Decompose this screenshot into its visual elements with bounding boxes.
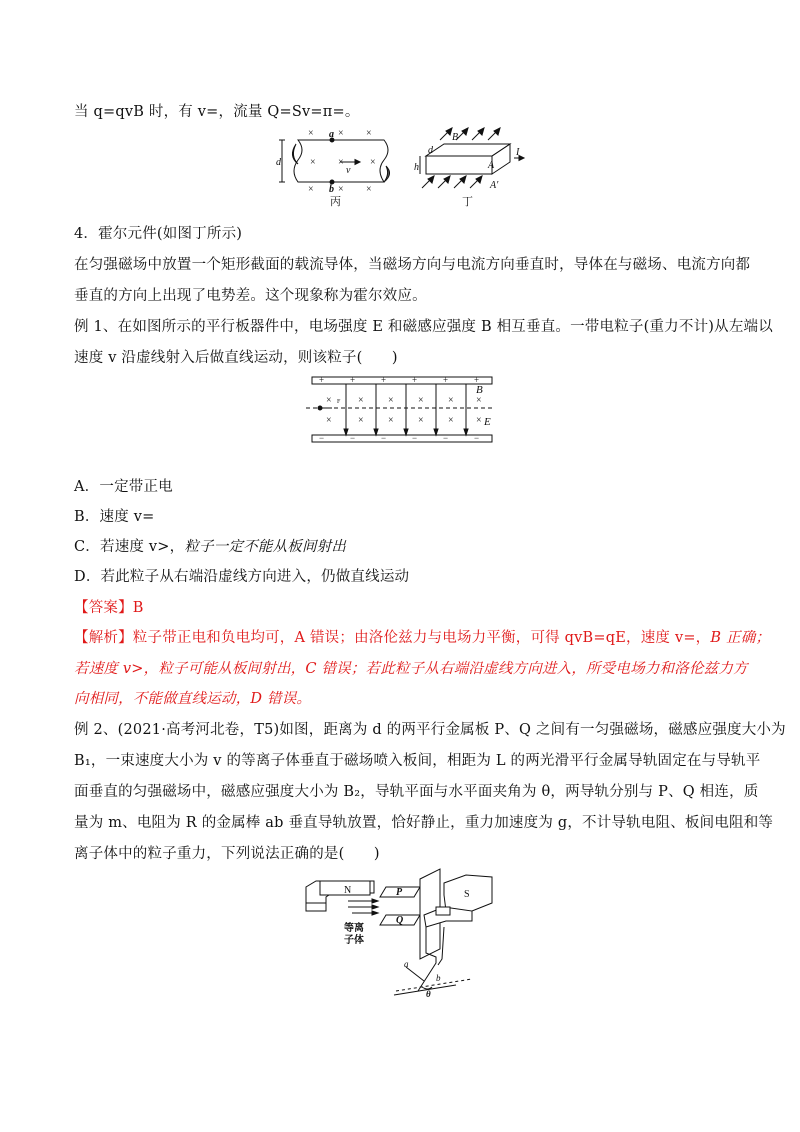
cross-mark: × — [358, 415, 364, 426]
cross-mark: × — [370, 157, 376, 168]
option-c — [74, 535, 346, 556]
label-plasma: 等离 — [344, 923, 364, 934]
label-v: v — [346, 165, 351, 176]
label-E: E — [484, 416, 491, 428]
cross-mark: × — [418, 395, 424, 406]
text-line: 速度 v 沿虚线射入后做直线运动，则该粒子( ) — [74, 350, 398, 366]
figure-bing — [276, 126, 406, 208]
label-A: A — [488, 160, 495, 171]
option-a: A．一定带正电 — [74, 479, 173, 495]
text-line: 垂直的方向上出现了电势差。这个现象称为霍尔效应。 — [74, 288, 427, 304]
cross-mark: × — [308, 184, 314, 195]
label-N: N — [344, 885, 352, 896]
minus-sign: − — [474, 433, 480, 443]
label-A-prime: A′ — [490, 180, 499, 191]
cross-mark: × — [388, 415, 394, 426]
label-B: B — [476, 384, 483, 396]
figure-ding — [412, 126, 532, 208]
plus-sign: + — [474, 375, 480, 385]
option-b: B．速度 v= — [74, 509, 155, 525]
minus-sign: − — [412, 433, 418, 443]
label-P: P — [396, 887, 403, 898]
label-h: h — [414, 162, 419, 173]
cross-mark: × — [358, 395, 364, 406]
figure-parallel-plates — [306, 373, 502, 449]
plus-sign: + — [350, 375, 356, 385]
label-b: b — [436, 973, 441, 983]
plus-sign: + — [319, 375, 325, 385]
text-line: 在匀强磁场中放置一个矩形截面的载流导体，当磁场方向与电流方向垂直时，导体在与磁场、电流方向都 — [74, 257, 751, 273]
cross-mark: × — [476, 395, 482, 406]
cross-mark: × — [448, 395, 454, 406]
analysis-line: 若速度 v>，粒子可能从板间射出，C 错误；若此粒子从右端沿虚线方向进入，所受电场力和洛伦兹力方 — [74, 661, 748, 677]
plus-sign: + — [381, 375, 387, 385]
cross-mark: × — [448, 415, 454, 426]
answer: 【答案】B — [74, 600, 144, 616]
text-line: 面垂直的匀强磁场中，磁感应强度大小为 B₂，导轨平面与水平面夹角为 θ，两导轨分别与 P、Q 相连，质 — [74, 784, 759, 800]
analysis-line — [74, 626, 770, 647]
cross-mark: × — [476, 415, 482, 426]
figure-plasma-device — [296, 863, 496, 1003]
analysis-italic: B 正确； — [710, 630, 771, 646]
label-plasma: 子体 — [344, 935, 364, 946]
analysis-line: 向相同，不能做直线运动，D 错误。 — [74, 691, 312, 707]
label-Q: Q — [396, 915, 404, 926]
cross-mark: × — [418, 415, 424, 426]
cross-mark: × — [326, 415, 332, 426]
option-d: D．若此粒子从右端沿虚线方向进入，仍做直线运动 — [74, 569, 410, 585]
text-line: 量为 m、电阻为 R 的金属棒 ab 垂直导轨放置，恰好静止，重力加速度为 g，不计导轨电阻、板间电阻和等 — [74, 815, 774, 831]
figure-caption: 丙 — [330, 196, 341, 208]
label-B: B — [452, 132, 459, 143]
text-line: 例 2、(2021·高考河北卷，T5)如图，距离为 d 的两平行金属板 P、Q 之间有一匀强磁场，磁感应强度大小为 — [74, 722, 786, 738]
label-d: d — [428, 145, 433, 156]
cross-mark: × — [326, 395, 332, 406]
option-c-italic: 粒子一定不能从板间射出 — [184, 539, 347, 555]
label-d: d — [276, 157, 281, 168]
text-line: 当 q=qvB 时，有 v=，流量 Q=Sv=π=。 — [74, 104, 360, 120]
text-line: 例 1、在如图所示的平行板器件中，电场强度 E 和磁感应强度 B 相互垂直。一带电粒子(重力不计)从左端以 — [74, 319, 773, 335]
cross-mark: × — [310, 157, 316, 168]
label-I: I — [516, 147, 520, 158]
figure-caption: 丁 — [462, 196, 473, 208]
minus-sign: − — [350, 433, 356, 443]
section-title: 4．霍尔元件(如图丁所示) — [74, 226, 243, 242]
cross-mark: × — [308, 128, 314, 139]
label-F: F — [337, 399, 341, 405]
label-b: b — [329, 184, 334, 195]
plus-sign: + — [443, 375, 449, 385]
label-theta: θ — [426, 989, 431, 999]
cross-mark: × — [366, 184, 372, 195]
label-a: a — [329, 129, 334, 140]
cross-mark: × — [338, 184, 344, 195]
plus-sign: + — [412, 375, 418, 385]
minus-sign: − — [443, 433, 449, 443]
option-c-prefix: C．若速度 v>， — [74, 539, 185, 555]
cross-mark: × — [388, 395, 394, 406]
minus-sign: − — [319, 433, 325, 443]
analysis-prefix: 【解析】粒子带正电和负电均可，A 错误；由洛伦兹力与电场力平衡，可得 qvB=qE，速度 v=， — [74, 630, 711, 646]
cross-mark: × — [338, 128, 344, 139]
cross-mark: × — [366, 128, 372, 139]
text-line: 离子体中的粒子重力，下列说法正确的是( ) — [74, 846, 380, 862]
text-line: B₁，一束速度大小为 v 的等离子体垂直于磁场喷入板间，相距为 L 的两光滑平行金属导轨固定在与导轨平 — [74, 753, 761, 769]
cross-mark: × — [338, 157, 344, 168]
label-a: a — [404, 959, 409, 969]
minus-sign: − — [381, 433, 387, 443]
label-S: S — [464, 889, 470, 900]
